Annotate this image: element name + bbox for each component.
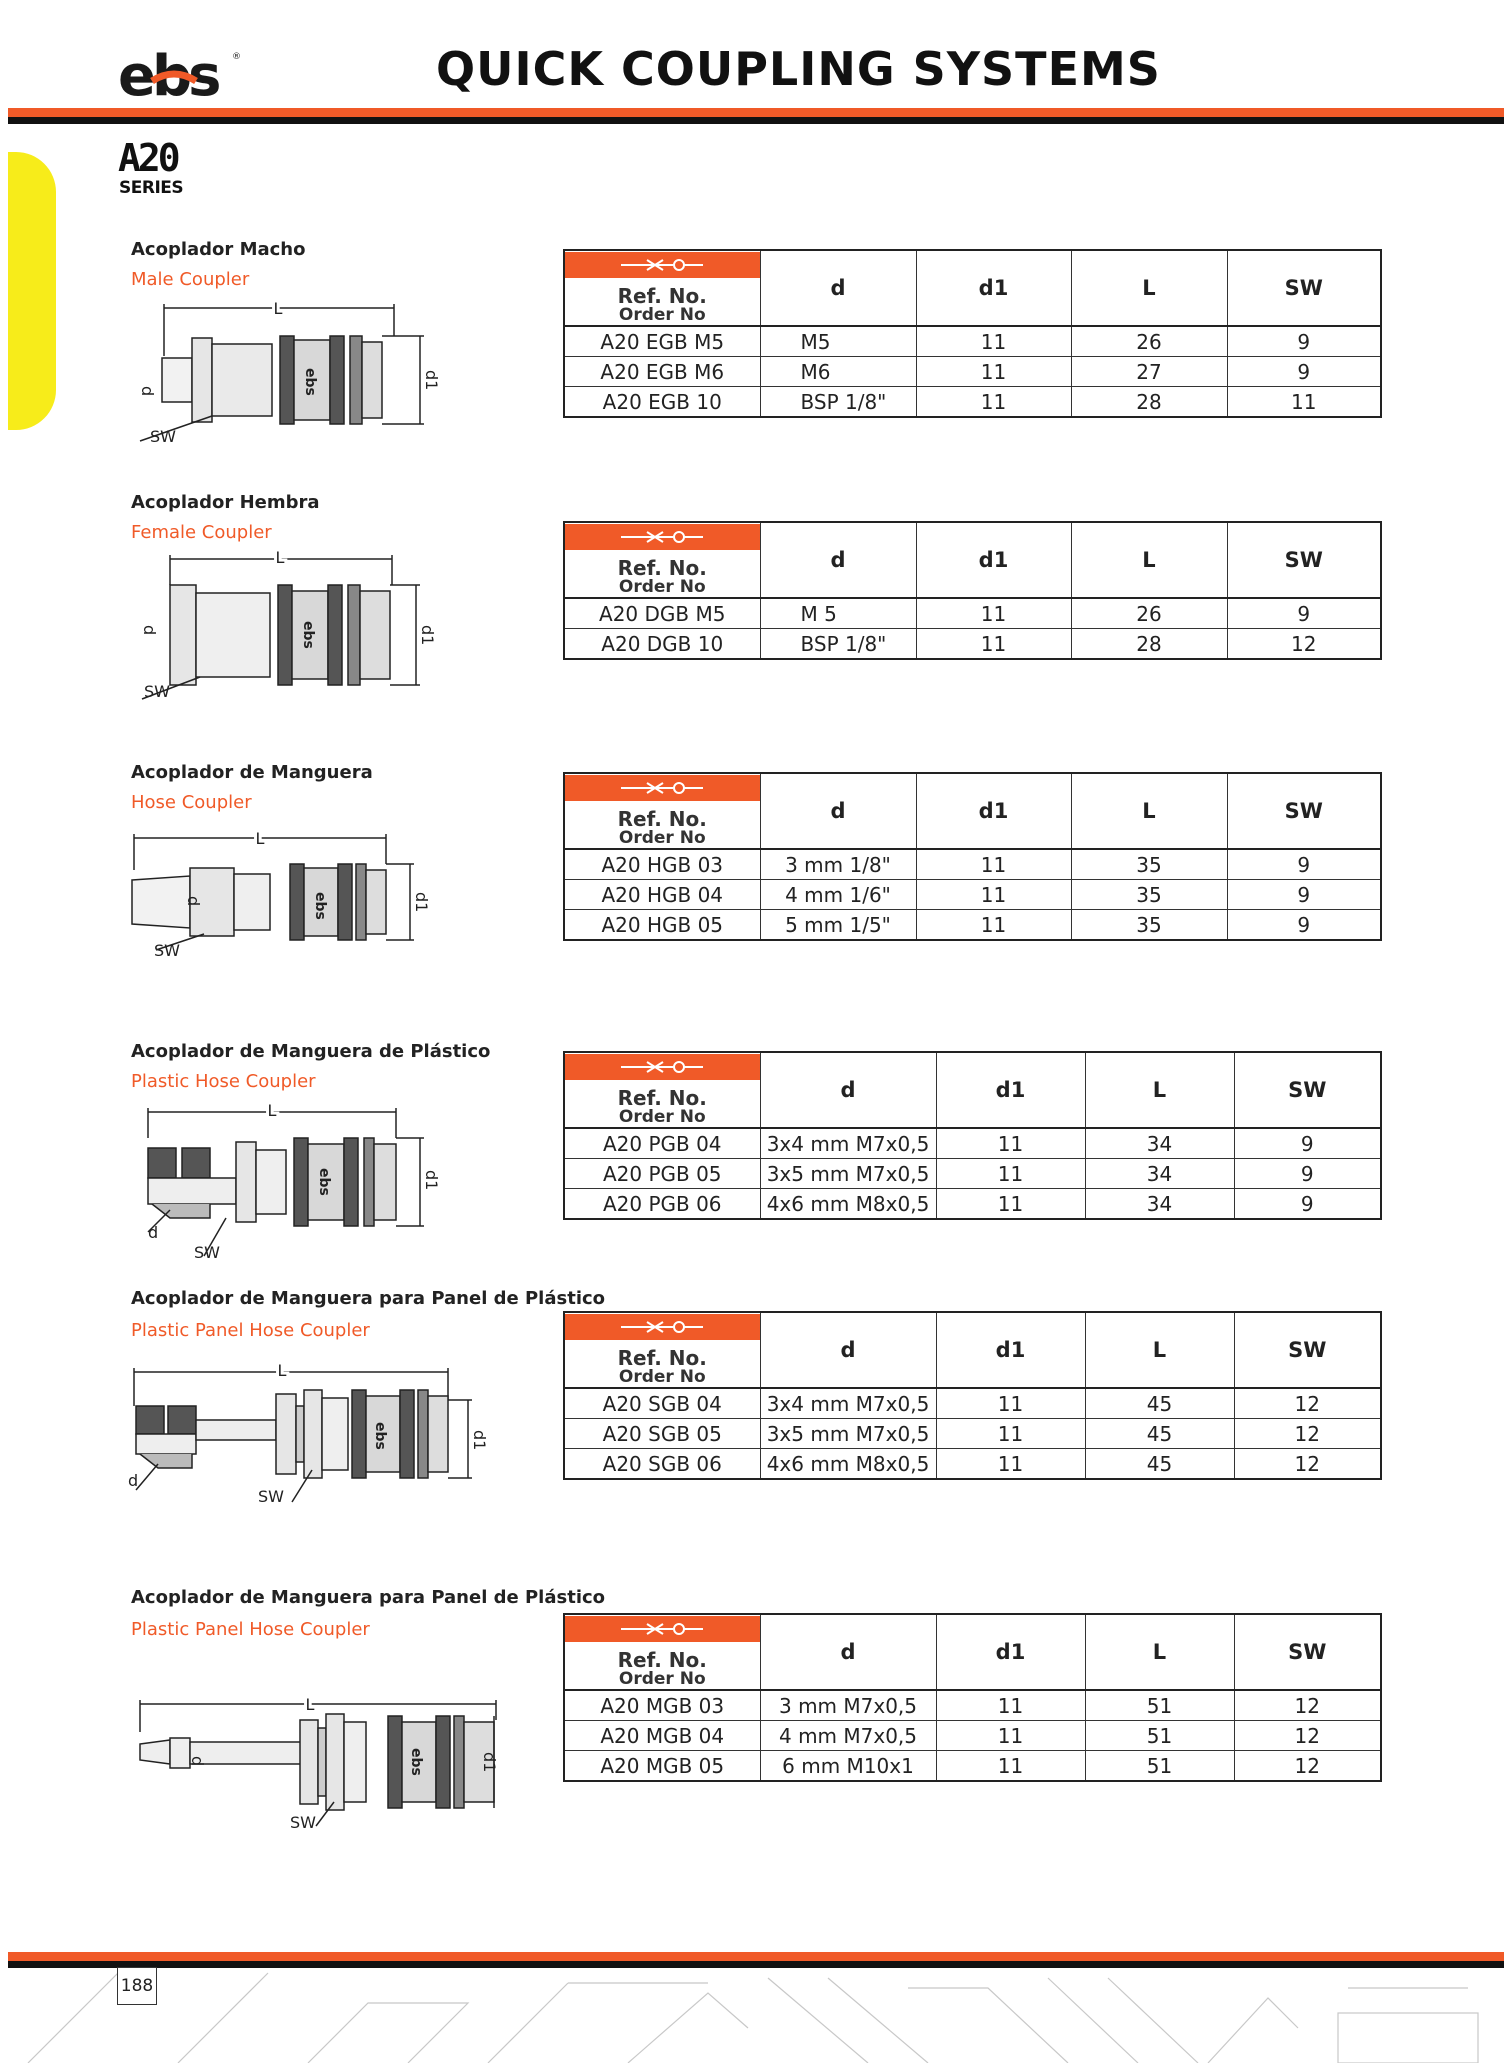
label-d: d — [184, 896, 203, 907]
label-d: d — [140, 625, 159, 636]
col-d: d — [760, 1614, 936, 1690]
coupling-icon — [565, 1054, 760, 1080]
col-L: L — [1085, 1312, 1234, 1388]
svg-text:®: ® — [232, 52, 241, 62]
label-brand: ebs — [300, 621, 316, 649]
col-d1: d1 — [916, 773, 1071, 849]
table-row: A20 MGB 04 4 mm M7x0,5 11 51 12 — [564, 1721, 1381, 1751]
logo-text: ebs — [118, 45, 218, 105]
coupling-icon — [565, 1616, 760, 1642]
panel-hose-coupler-drawing — [134, 1672, 504, 1847]
table-row: A20 MGB 05 6 mm M10x1 11 51 12 — [564, 1751, 1381, 1782]
section-title-es: Acoplador de Manguera para Panel de Plástico — [131, 1288, 606, 1309]
male-coupler-drawing — [120, 296, 440, 451]
male-coupler-table — [563, 249, 1382, 418]
label-SW: SW — [258, 1487, 284, 1506]
series-label: SERIES — [119, 178, 184, 198]
col-SW: SW — [1234, 1614, 1381, 1690]
female-coupler-drawing — [120, 545, 440, 705]
label-d: d — [138, 386, 157, 397]
label-d1: d1 — [470, 1430, 489, 1451]
page-number: 188 — [117, 1967, 157, 2005]
footer-technical-drawing-background — [8, 1968, 1504, 2063]
section-title-es: Acoplador Hembra — [131, 492, 320, 513]
label-d1: d1 — [422, 1170, 441, 1191]
page-title: QUICK COUPLING SYSTEMS — [436, 42, 1161, 96]
col-d: d — [760, 250, 916, 326]
hose-coupler-table — [563, 772, 1382, 941]
table-row: A20 SGB 04 3x4 mm M7x0,5 11 45 12 — [564, 1388, 1381, 1419]
col-L: L — [1071, 773, 1227, 849]
col-L: L — [1071, 522, 1227, 598]
ref-header: Ref. No. Order No — [564, 1614, 760, 1690]
label-SW: SW — [290, 1813, 316, 1832]
label-L: L — [275, 548, 285, 567]
hose-coupler-drawing — [124, 820, 444, 970]
header-rule-black — [8, 117, 1504, 124]
label-d1: d1 — [412, 892, 431, 913]
label-brand: ebs — [408, 1748, 424, 1776]
coupling-icon — [565, 524, 760, 550]
table-row: A20 DGB 10 BSP 1/8" 11 28 12 — [564, 629, 1381, 660]
table-row: A20 EGB M6 M6 11 27 9 — [564, 357, 1381, 387]
section-title-es: Acoplador Macho — [131, 239, 306, 260]
label-d1: d1 — [418, 625, 437, 646]
col-d: d — [760, 773, 916, 849]
ref-header: Ref. No. Order No — [564, 773, 760, 849]
col-d1: d1 — [936, 1614, 1085, 1690]
label-SW: SW — [194, 1243, 220, 1262]
label-brand: ebs — [372, 1422, 388, 1450]
table-row: A20 HGB 04 4 mm 1/6" 11 35 9 — [564, 880, 1381, 910]
header-rule-orange — [8, 108, 1504, 117]
label-d: d — [128, 1471, 139, 1490]
series-tab — [8, 152, 56, 430]
col-L: L — [1085, 1614, 1234, 1690]
label-d: d — [188, 1756, 207, 1767]
panel-hose-coupler-table — [563, 1613, 1382, 1782]
table-row: A20 PGB 04 3x4 mm M7x0,5 11 34 9 — [564, 1128, 1381, 1159]
col-SW: SW — [1227, 773, 1381, 849]
plastic-panel-hose-coupler-table — [563, 1311, 1382, 1480]
coupling-icon — [565, 1314, 760, 1340]
footer-rule-orange — [8, 1952, 1504, 1961]
table-row: A20 EGB 10 BSP 1/8" 11 28 11 — [564, 387, 1381, 418]
table-row: A20 HGB 05 5 mm 1/5" 11 35 9 — [564, 910, 1381, 941]
col-L: L — [1071, 250, 1227, 326]
col-d1: d1 — [936, 1052, 1085, 1128]
col-SW: SW — [1227, 250, 1381, 326]
plastic-panel-hose-coupler-drawing — [128, 1350, 488, 1520]
label-d1: d1 — [422, 370, 441, 391]
section-title-en: Plastic Panel Hose Coupler — [131, 1320, 370, 1341]
label-L: L — [255, 829, 265, 848]
col-d: d — [760, 1312, 936, 1388]
table-row: A20 SGB 06 4x6 mm M8x0,5 11 45 12 — [564, 1449, 1381, 1480]
coupling-icon — [565, 252, 760, 278]
label-brand: ebs — [302, 368, 318, 396]
label-SW: SW — [154, 941, 180, 960]
table-row: A20 MGB 03 3 mm M7x0,5 11 51 12 — [564, 1690, 1381, 1721]
label-L: L — [273, 299, 283, 318]
label-SW: SW — [144, 682, 170, 701]
col-d: d — [760, 1052, 936, 1128]
col-d1: d1 — [916, 250, 1071, 326]
plastic-hose-coupler-drawing — [130, 1098, 450, 1263]
label-L: L — [305, 1695, 315, 1714]
plastic-hose-coupler-table — [563, 1051, 1382, 1220]
female-coupler-table — [563, 521, 1382, 660]
coupling-icon — [565, 775, 760, 801]
ref-header: Ref. No. Order No — [564, 250, 760, 326]
table-row: A20 EGB M5 M5 11 26 9 — [564, 326, 1381, 357]
col-L: L — [1085, 1052, 1234, 1128]
table-row: A20 HGB 03 3 mm 1/8" 11 35 9 — [564, 849, 1381, 880]
col-SW: SW — [1227, 522, 1381, 598]
ebs-logo — [118, 45, 242, 105]
section-title-es: Acoplador de Manguera — [131, 762, 373, 783]
label-d: d — [148, 1223, 159, 1242]
label-brand: ebs — [316, 1168, 332, 1196]
section-title-en: Hose Coupler — [131, 792, 252, 813]
col-d1: d1 — [916, 522, 1071, 598]
footer-rule-black — [8, 1961, 1504, 1968]
table-row: A20 DGB M5 M 5 11 26 9 — [564, 598, 1381, 629]
section-title-es: Acoplador de Manguera de Plástico — [131, 1041, 491, 1062]
col-SW: SW — [1234, 1052, 1381, 1128]
label-L: L — [277, 1361, 287, 1380]
table-row: A20 PGB 05 3x5 mm M7x0,5 11 34 9 — [564, 1159, 1381, 1189]
ref-header: Ref. No. Order No — [564, 522, 760, 598]
col-d: d — [760, 522, 916, 598]
table-row: A20 PGB 06 4x6 mm M8x0,5 11 34 9 — [564, 1189, 1381, 1220]
ref-header: Ref. No. Order No — [564, 1312, 760, 1388]
section-title-en: Female Coupler — [131, 522, 272, 543]
label-SW: SW — [150, 427, 176, 446]
section-title-en: Plastic Hose Coupler — [131, 1071, 316, 1092]
label-brand: ebs — [312, 892, 328, 920]
ref-header: Ref. No. Order No — [564, 1052, 760, 1128]
col-SW: SW — [1234, 1312, 1381, 1388]
section-title-es: Acoplador de Manguera para Panel de Plástico — [131, 1587, 606, 1608]
label-L: L — [267, 1101, 277, 1120]
section-title-en: Male Coupler — [131, 269, 250, 290]
label-d1: d1 — [480, 1752, 499, 1773]
series-code: A20 — [118, 136, 178, 180]
col-d1: d1 — [936, 1312, 1085, 1388]
table-row: A20 SGB 05 3x5 mm M7x0,5 11 45 12 — [564, 1419, 1381, 1449]
section-title-en: Plastic Panel Hose Coupler — [131, 1619, 370, 1640]
